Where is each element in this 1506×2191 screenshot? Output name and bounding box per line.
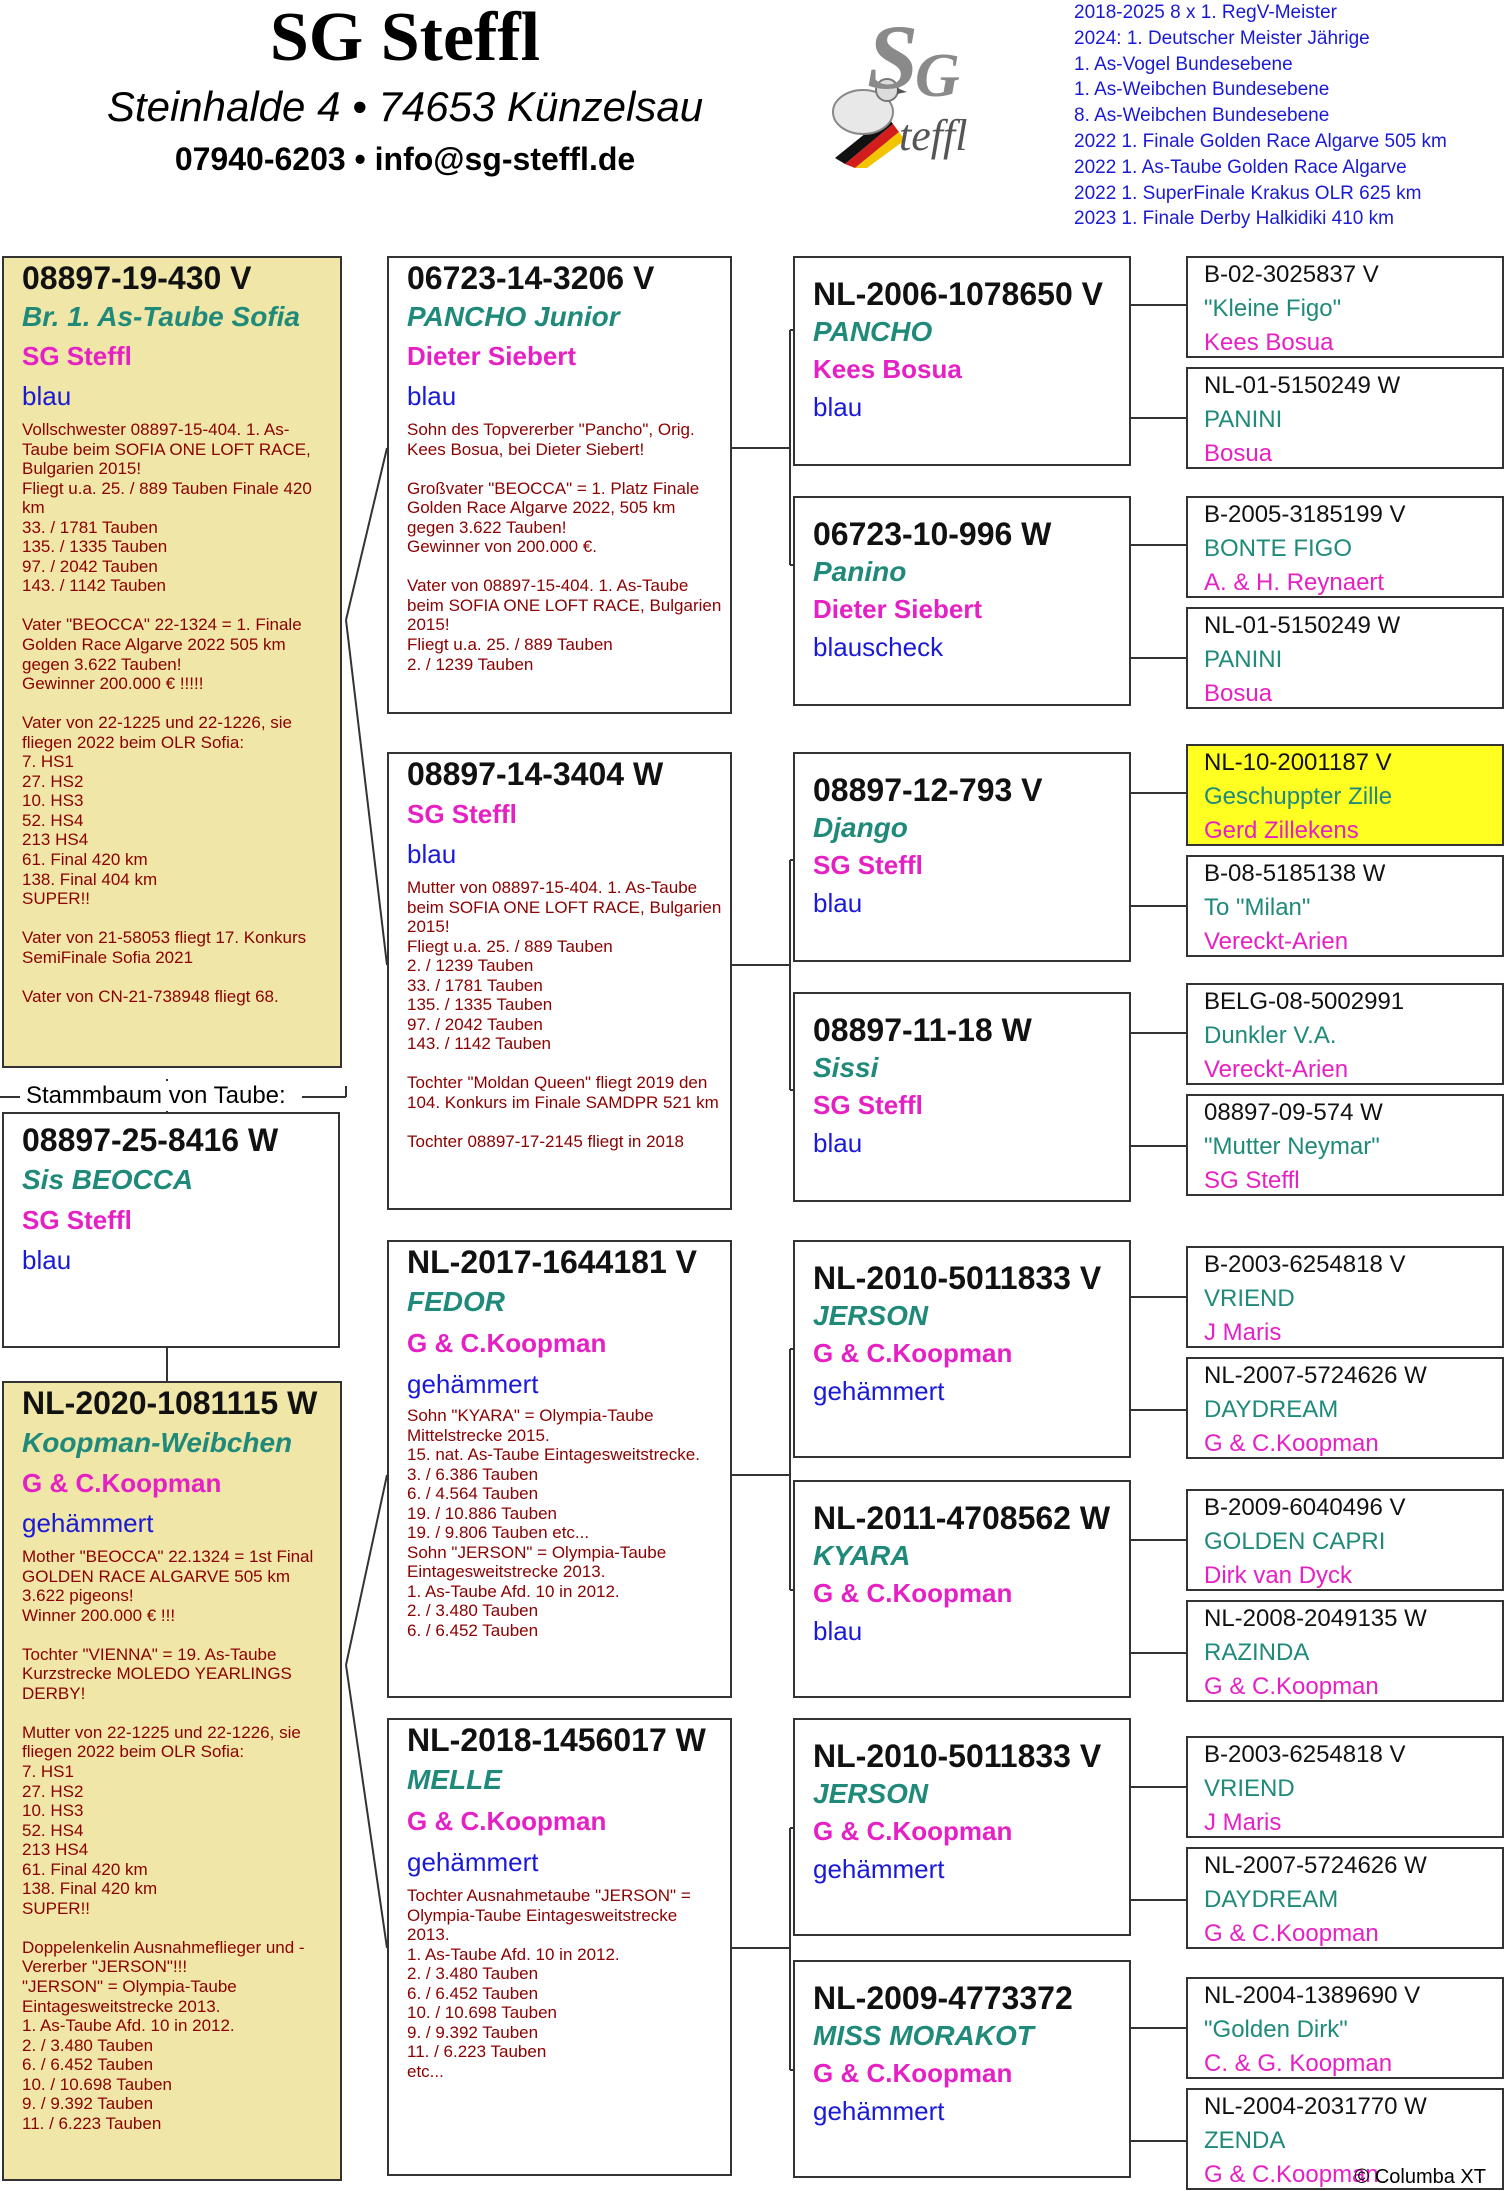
ancestor-card[interactable] [1186,1094,1504,1196]
achievement-item: 2022 1. As-Taube Golden Race Algarve [1074,156,1407,178]
great-grandparent-card[interactable] [793,1960,1131,2178]
dam-card[interactable] [2,1381,342,2181]
great-grandparent-breeder: G & C.Koopman [813,1338,1013,1368]
ancestor-card[interactable] [1186,1847,1504,1949]
subject-color: blau [22,1245,72,1275]
grandparent-description: Mutter von 08897-15-404. 1. As-Taube beim SOFIA ONE LOFT RACE, Bulgarien 2015! Fliegt u.a. 25. / 889 Tauben 2. / 1239 Tauben 33. / 1781 Tauben 135. / 1335 Tauben 97. / 2042 Tauben 143. / 1142 Tauben Tochter "Moldan Queen" fliegt 2019 den 104. Konkurs im Finale SAMDPR 521 km Tochter 08897-17-2145 fliegt in 2018 [407,878,722,1152]
club-title: SG Steffl [269,0,541,76]
grandparent-name: MELLE [407,1764,502,1795]
ancestor-breeder: C. & G. Koopman [1204,2050,1393,2077]
dam-color: gehämmert [22,1508,154,1538]
grandparent-color: blau [407,839,457,869]
sire-color: blau [22,381,72,411]
ancestor-ring: NL-2007-5724626 W [1204,1852,1427,1879]
grandparent-description: Sohn "KYARA" = Olympia-Taube Mittelstrecke 2015. 15. nat. As-Taube Eintagesweitstrecke. 3. / 6.386 Tauben 6. / 4.564 Tauben 19. / 10.886 Tauben 19. / 9.806 Tauben etc... Sohn "JERSON" = Olympia-Taube Eintagesweitstrecke 2013. 1. As-Taube Afd. 10 in 2012. 2. / 3.480 Tauben 6. / 6.452 Tauben [407,1406,700,1641]
ancestor-breeder: Vereckt-Arien [1204,928,1349,955]
great-grandparent-name: Sissi [813,1052,879,1083]
grandparent-card[interactable] [387,1240,732,1698]
great-grandparent-color: blauscheck [813,632,944,662]
great-grandparent-ring: 08897-11-18 W [813,1012,1032,1048]
grandparent-breeder: Dieter Siebert [407,341,577,371]
great-grandparent-card[interactable] [793,1480,1131,1698]
achievement-item: 2022 1. SuperFinale Krakus OLR 625 km [1074,182,1422,204]
great-grandparent-card[interactable] [793,1718,1131,1936]
ancestor-ring: NL-2004-2031770 W [1204,2093,1427,2120]
ancestor-breeder: Bosua [1204,680,1273,707]
subject-card[interactable] [2,1112,340,1348]
great-grandparent-breeder: SG Steffl [813,1090,923,1120]
grandparent-ring: NL-2018-1456017 W [407,1722,706,1758]
ancestor-ring: B-2003-6254818 V [1204,1251,1406,1278]
great-grandparent-breeder: Dieter Siebert [813,594,983,624]
grandparent-color: blau [407,381,457,411]
ancestor-name: Dunkler V.A. [1204,1022,1337,1049]
great-grandparent-name: JERSON [813,1778,929,1809]
svg-text:teffl: teffl [899,111,968,160]
ancestor-name: PANINI [1204,406,1283,433]
ancestor-name: Geschuppter Zille [1204,783,1393,810]
ancestor-name: To "Milan" [1204,894,1311,921]
great-grandparent-breeder: G & C.Koopman [813,1816,1013,1846]
great-grandparent-name: Panino [813,556,907,587]
grandparent-card[interactable] [387,256,732,714]
great-grandparent-card[interactable] [793,256,1131,466]
great-grandparent-color: blau [813,888,863,918]
sire-card[interactable] [2,256,342,1068]
ancestor-breeder: Gerd Zillekens [1204,817,1359,844]
ancestor-card[interactable] [1186,1246,1504,1348]
grandparent-name: PANCHO Junior [407,301,620,332]
ancestor-ring: NL-2004-1389690 V [1204,1982,1421,2009]
ancestor-breeder: SG Steffl [1204,1167,1300,1194]
great-grandparent-breeder: G & C.Koopman [813,2058,1013,2088]
great-grandparent-color: gehämmert [813,2096,945,2126]
grandparent-card[interactable] [387,1718,732,2176]
great-grandparent-ring: NL-2006-1078650 V [813,276,1103,312]
ancestor-card[interactable] [1186,1600,1504,1702]
achievement-item: 2018-2025 8 x 1. RegV-Meister [1074,2,1337,23]
grandparent-color: gehämmert [407,1847,539,1877]
great-grandparent-ring: 08897-12-793 V [813,772,1043,808]
ancestor-breeder: Dirk van Dyck [1204,1562,1353,1589]
great-grandparent-card[interactable] [793,992,1131,1202]
ancestor-card[interactable] [1186,607,1504,709]
ancestor-breeder: G & C.Koopman [1204,1673,1379,1700]
ancestor-name: ZENDA [1204,2127,1286,2154]
ancestor-name: VRIEND [1204,1285,1295,1312]
achievement-item: 2024: 1. Deutscher Meister Jährige [1074,27,1370,49]
great-grandparent-name: Django [813,812,908,843]
great-grandparent-color: gehämmert [813,1376,945,1406]
great-grandparent-name: JERSON [813,1300,929,1331]
ancestor-name: BONTE FIGO [1204,535,1353,562]
sire-name: Br. 1. As-Taube Sofia [22,301,300,332]
great-grandparent-color: blau [813,1128,863,1158]
ancestor-name: DAYDREAM [1204,1886,1339,1913]
great-grandparent-ring: NL-2009-4773372 [813,1980,1073,2016]
grandparent-breeder: G & C.Koopman [407,1328,607,1358]
sire-description: Vollschwester 08897-15-404. 1. As-Taube beim SOFIA ONE LOFT RACE, Bulgarien 2015! Fliegt u.a. 25. / 889 Tauben Finale 420 km 33. / 1781 Tauben 135. / 1335 Tauben 97. / 2042 Tauben 143. / 1142 Tauben Vater "BEOCCA" 22-1324 = 1. Finale Golden Race Algarve 2022 505 km gegen 3.622 Tauben! Gewinner 200.000 € !!!!! Vater von 22-1225 und 22-1226, sie fliegen 2022 beim OLR Sofia: 7. HS1 27. HS2 10. HS3 52. HS4 213 HS4 61. Final 420 km 138. Final 404 km SUPER!! Vater von 21-58053 fliegt 17. Konkurs SemiFinale Sofia 2021 Vater von CN-21-738948 fliegt 68. [22,420,312,1006]
sire-breeder: SG Steffl [22,341,132,371]
great-grandparent-color: blau [813,1616,863,1646]
great-grandparent-name: KYARA [813,1540,911,1571]
subject-breeder: SG Steffl [22,1205,132,1235]
dam-description: Mother "BEOCCA" 22.1324 = 1st Final GOLDEN RACE ALGARVE 505 km 3.622 pigeons! Winner 200.000 € !!! Tochter "VIENNA" = 19. As-Taube Kurzstrecke MOLEDO YEARLINGS DERBY! Mutter von 22-1225 und 22-1226, sie fliegen 2022 beim OLR Sofia: 7. HS1 27. HS2 10. HS3 52. HS4 213 HS4 61. Final 420 km 138. Final 420 km SUPER!! Doppelenkelin Ausnahmeflieger und -Vererber "JERSON"!!! "JERSON" = Olympia-Taube Eintagesweitstrecke 2013. 1. As-Taube Afd. 10 in 2012. 2. / 3.480 Tauben 6. / 6.452 Tauben 10. / 10.698 Tauben 9. / 9.392 Tauben 11. / 6.223 Tauben [22,1547,314,2133]
great-grandparent-ring: 06723-10-996 W [813,516,1052,552]
grandparent-ring: NL-2017-1644181 V [407,1244,697,1280]
grandparent-description: Sohn des Topvererber "Pancho", Orig. Kees Bosua, bei Dieter Siebert! Großvater "BEOCCA" = 1. Platz Finale Golden Race Algarve 2022, 505 km gegen 3.622 Tauben! Gewinner von 200.000 €. Vater von 08897-15-404. 1. As-Taube beim SOFIA ONE LOFT RACE, Bulgarien 2015! Fliegt u.a. 25. / 889 Tauben 2. / 1239 Tauben [407,420,722,674]
copyright-text: © Columba XT [1354,2166,1486,2188]
dam-breeder: G & C.Koopman [22,1468,222,1498]
grandparent-breeder: SG Steffl [407,799,517,829]
svg-text:S: S [867,8,919,108]
great-grandparent-ring: NL-2011-4708562 W [813,1500,1111,1536]
ancestor-card[interactable] [1186,1489,1504,1591]
ancestor-ring: NL-01-5150249 W [1204,372,1401,399]
ancestor-card[interactable] [1186,1736,1504,1838]
ancestor-card[interactable] [1186,1977,1504,2079]
grandparent-card[interactable] [387,752,732,1210]
ancestor-breeder: J Maris [1204,1809,1282,1836]
great-grandparent-ring: NL-2010-5011833 V [813,1738,1102,1774]
ancestor-name: DAYDREAM [1204,1396,1339,1423]
ancestor-card[interactable] [1186,367,1504,469]
great-grandparent-color: gehämmert [813,1854,945,1884]
great-grandparent-breeder: Kees Bosua [813,354,962,384]
ancestor-ring: NL-2008-2049135 W [1204,1605,1427,1632]
ancestor-name: PANINI [1204,646,1283,673]
great-grandparent-name: PANCHO [813,316,933,347]
ancestor-name: RAZINDA [1204,1639,1310,1666]
great-grandparent-card[interactable] [793,752,1131,962]
achievement-item: 1. As-Vogel Bundesebene [1074,53,1293,75]
ancestor-ring: B-2005-3185199 V [1204,501,1406,528]
great-grandparent-color: blau [813,392,863,422]
svg-text:G: G [915,42,960,110]
grandparent-ring: 06723-14-3206 V [407,260,655,296]
dam-ring: NL-2020-1081115 W [22,1385,318,1421]
grandparent-ring: 08897-14-3404 W [407,756,664,792]
sire-ring: 08897-19-430 V [22,260,252,296]
great-grandparent-breeder: SG Steffl [813,850,923,880]
ancestor-breeder: G & C.Koopman [1204,2161,1379,2188]
grandparent-color: gehämmert [407,1369,539,1399]
great-grandparent-card[interactable] [793,1240,1131,1458]
ancestor-ring: B-02-3025837 V [1204,261,1379,288]
ancestor-name: GOLDEN CAPRI [1204,1528,1386,1555]
ancestor-breeder: A. & H. Reynaert [1204,569,1385,596]
subject-ring: 08897-25-8416 W [22,1122,279,1158]
grandparent-description: Tochter Ausnahmetaube "JERSON" = Olympia-Taube Eintagesweitstrecke 2013. 1. As-Taube Afd. 10 in 2012. 2. / 3.480 Tauben 6. / 6.452 Tauben 10. / 10.698 Tauben 9. / 9.392 Tauben 11. / 6.223 Tauben etc... [407,1886,691,2081]
ancestor-name: "Golden Dirk" [1204,2016,1348,2043]
ancestor-ring: B-2003-6254818 V [1204,1741,1406,1768]
great-grandparent-ring: NL-2010-5011833 V [813,1260,1102,1296]
ancestor-ring: NL-2007-5724626 W [1204,1362,1427,1389]
ancestor-breeder: Bosua [1204,440,1273,467]
ancestor-breeder: G & C.Koopman [1204,1920,1379,1947]
ancestor-breeder: Vereckt-Arien [1204,1056,1349,1083]
ancestor-breeder: Kees Bosua [1204,329,1334,356]
ancestor-name: VRIEND [1204,1775,1295,1802]
ancestor-name: "Mutter Neymar" [1204,1133,1380,1160]
ancestor-breeder: J Maris [1204,1319,1282,1346]
achievement-item: 2023 1. Finale Derby Halkidiki 410 km [1074,208,1394,230]
club-contact: 07940-6203 • info@sg-steffl.de [174,141,636,177]
achievement-item: 8. As-Weibchen Bundesebene [1074,105,1330,127]
great-grandparent-name: MISS MORAKOT [813,2020,1034,2051]
ancestor-ring: B-08-5185138 W [1204,860,1386,887]
achievement-item: 1. As-Weibchen Bundesebene [1074,79,1330,101]
ancestor-ring: B-2009-6040496 V [1204,1494,1406,1521]
ancestor-card[interactable] [1186,855,1504,957]
ancestor-card[interactable] [1186,496,1504,598]
subject-name: Sis BEOCCA [22,1164,194,1195]
great-grandparent-breeder: G & C.Koopman [813,1578,1013,1608]
ancestor-name: "Kleine Figo" [1204,295,1342,322]
ancestor-ring: NL-10-2001187 V [1204,749,1392,776]
ancestor-ring: BELG-08-5002991 [1204,988,1405,1015]
ancestor-ring: NL-01-5150249 W [1204,612,1401,639]
subject-label: Stammbaum von Taube: [20,1081,292,1111]
ancestor-breeder: G & C.Koopman [1204,1430,1379,1457]
grandparent-breeder: G & C.Koopman [407,1806,607,1836]
ancestor-ring: 08897-09-574 W [1204,1099,1383,1126]
club-address: Steinhalde 4 • 74653 Künzelsau [106,83,704,130]
dam-name: Koopman-Weibchen [22,1427,293,1458]
ancestor-card[interactable] [1186,1357,1504,1459]
ancestor-card[interactable] [1186,256,1504,358]
ancestor-card-highlighted[interactable] [1186,744,1504,846]
great-grandparent-card[interactable] [793,496,1131,706]
achievement-item: 2022 1. Finale Golden Race Algarve 505 km [1074,130,1447,152]
ancestor-card[interactable] [1186,983,1504,1085]
grandparent-name: FEDOR [407,1286,505,1317]
